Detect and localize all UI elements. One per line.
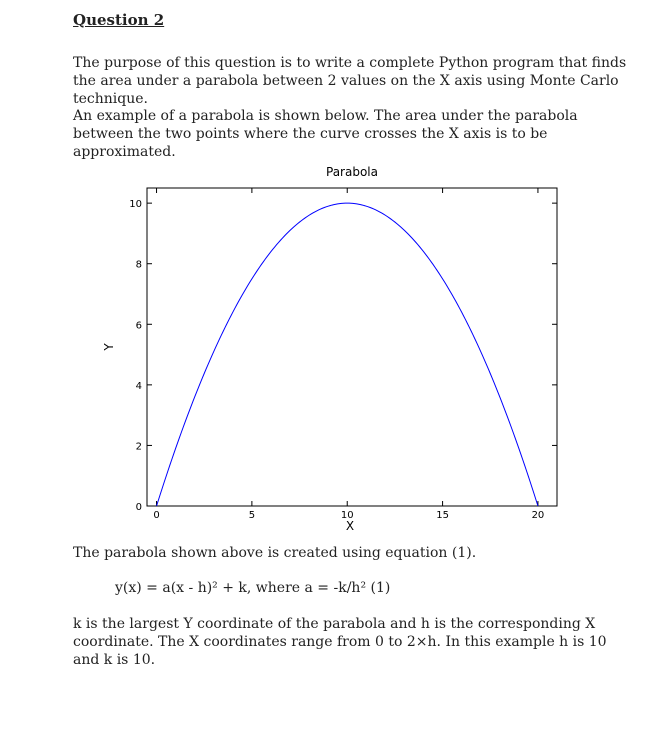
y-tick-label: 4: [135, 380, 142, 392]
equation-line: y(x) = a(x - h)² + k, where a = -k/h² (1): [115, 580, 391, 596]
x-tick-label: 15: [436, 510, 449, 521]
example-paragraph: An example of a parabola is shown below. The area under the parabola between the two points where the curve crosses the X axis is to be approximated.: [73, 108, 578, 160]
x-tick-label: 10: [340, 510, 354, 521]
y-axis-label: Y: [102, 343, 116, 351]
purpose-paragraph: The purpose of this question is to write a complete Python program that finds the area under a parabola between 2 values on the X axis using Monte Carlo technique.: [73, 55, 627, 107]
x-tick-label: 0: [153, 510, 160, 521]
chart-title: Parabola: [326, 165, 378, 179]
x-axis-label: X: [345, 519, 355, 533]
parabola-curve: [157, 203, 538, 506]
y-tick-label: 10: [129, 199, 142, 211]
x-tick-label: 20: [531, 510, 545, 521]
question-heading: Question 2: [73, 11, 165, 29]
y-tick-label: 6: [135, 320, 142, 332]
equation-intro-paragraph: The parabola shown above is created using equation (1).: [73, 545, 477, 561]
y-tick-label: 8: [135, 259, 142, 271]
x-tick-label: 5: [248, 510, 256, 521]
y-tick-label: 0: [135, 502, 142, 513]
plot-frame: [147, 188, 557, 506]
y-tick-label: 2: [135, 441, 142, 453]
explanation-paragraph: k is the largest Y coordinate of the parabola and h is the corresponding X coordinate. The X coordinates range from 0 to 2×h. In this example h is 10 and k is 10.: [73, 616, 607, 668]
